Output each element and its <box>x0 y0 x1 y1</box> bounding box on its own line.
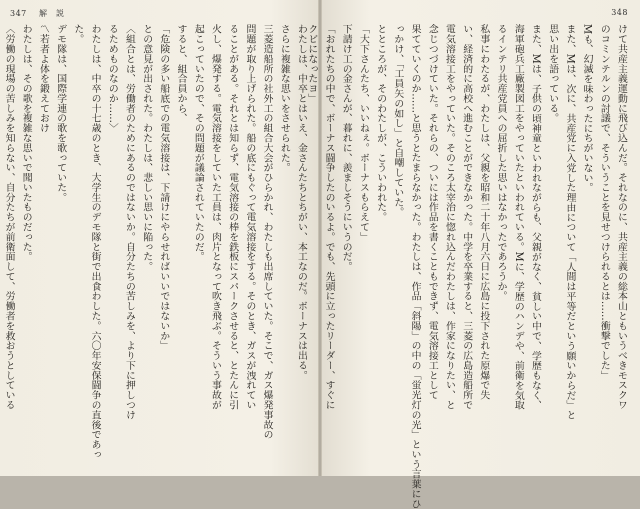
right-running-head <box>611 8 628 17</box>
right-page-number: 348 <box>611 8 628 17</box>
running-title: 解 説 <box>39 9 65 18</box>
text-column: 〽若者よ体を鍛えておけ <box>35 24 52 466</box>
left-page <box>0 0 318 476</box>
text-column: わたしは、中卒の十七歳のとき、大学生のデモ隊と街で出食わした。六〇年安保闘争の直後であっ <box>86 24 103 466</box>
text-column: た。 <box>69 24 86 466</box>
text-column: 〈組合とは、労働者のためにあるのではないか。自分たちの苦しみを、より下に押しつけ <box>121 24 138 466</box>
text-column: 海軍砲兵工廠製図工をやっていたといわれている。Mに、学歴のハンデや、前衛を気取 <box>510 24 527 466</box>
left-running-head <box>10 8 64 19</box>
text-column: い、経済的に高校へ進むことができなかった。中学を卒業すると、三菱の広島造船所で <box>458 24 475 466</box>
text-column: ることがある。それとは知らず、電気溶接の棒を鉄板にスパークさせると、とたんに引 <box>224 24 241 466</box>
text-column: のコミンテルンの討議で、そういうことを見せつけられるとは……衝撃でした」 <box>596 24 613 466</box>
text-column: 起こっていたので、その問題が議論されていたのだ。 <box>190 24 207 466</box>
text-column: とところが、そのわたしが、こういわれた。 <box>372 24 389 466</box>
text-column: 問題が取り上げられた。船の底にもぐって電気溶接をする。そのとき、ガスが洩れてい <box>241 24 258 466</box>
text-column: るインテリ共産党員への屈折した思いはなかったであろうか。 <box>492 24 509 466</box>
text-column: っかけ、「工員矢の如し」と自嘲していた。 <box>389 24 406 466</box>
text-column: 〈労働の現場の苦しみを知らない、自分たちが前衛面して、労働者を救おうとしている <box>0 24 17 466</box>
text-column: との意見が出された。わたしは、悲しい思いに陥った。 <box>138 24 155 466</box>
text-column: デモ隊は、国際学連の歌を歌っていた。 <box>52 24 69 466</box>
right-page-text <box>330 24 630 466</box>
text-column: 三菱造船所の社外工の組合大会がひらかれ、わたしも出席していた。そこで、ガス爆発事故の <box>258 24 275 466</box>
text-column: けて共産主義運動に飛び込んだ。それなのに、共産主義の総本山ともいうべきモスクワ <box>613 24 630 466</box>
left-page-number: 347 <box>10 9 27 18</box>
text-column: 火し、爆発する。電気溶接をしていた工員は、肉片となって吹き飛ぶ。そういう事故が <box>207 24 224 466</box>
text-column: わたしは、中卒とはいえ、金さんたちとちがい、本工なのだ。ボーナスは出る。 <box>293 24 310 466</box>
text-column: 思い出を語っている。 <box>544 24 561 466</box>
left-page-text <box>10 24 310 466</box>
text-column: 「大下さんたち、いいねぇ。ボーナスもらえて」 <box>355 24 372 466</box>
text-column: 念じつづけていた。それらの、ついには作品を書くこともできず、電気溶接工として <box>424 24 441 466</box>
text-column: また、Mは、子供の頃神童といわれながらも、父親がなく、貧しい中で、学歴もなく、 <box>527 24 544 466</box>
text-column: すると、組合員から、 <box>172 24 189 466</box>
text-column: 「おれたちの中で、ボーナス闘争したのいるよ。でも、先頭に立ったリーダー、すぐに <box>320 24 337 466</box>
text-column: 私事にわたるが、わたしは、父親を昭和二十年八月六日に広島に投下された原爆で失 <box>475 24 492 466</box>
text-column: 電気溶接工をやっていた。そのころ太宰治に惚れ込んだわたしは、作家になりたい、と <box>441 24 458 466</box>
text-column: 「危険の多い船底での電気溶接は、下請けにやらせればいいではないか」 <box>155 24 172 466</box>
text-column: クビになったヨ」 <box>303 24 320 466</box>
text-column: Mも、幻滅を味わったにちがいない。 <box>578 24 595 466</box>
right-page <box>322 0 640 476</box>
text-column: わたしは、その歌を複雑な思いで聞いたものだった。 <box>18 24 35 466</box>
text-column: また、Mは、次に、共産党に入党した理由について「人間は平等だという願いからだ」と <box>561 24 578 466</box>
text-column: 果てていくのか……と思うとたまらなかった。わたしは、作品「斜陽」の中の「蛍光灯の光」という言葉にひ <box>406 24 423 466</box>
text-column: るためものなのか……〉 <box>104 24 121 466</box>
text-column: 下請け工の金さんが、暮れに、羨ましそうにいうのだ。 <box>338 24 355 466</box>
text-column: さらに複雑な思いをさせられた。 <box>276 24 293 466</box>
